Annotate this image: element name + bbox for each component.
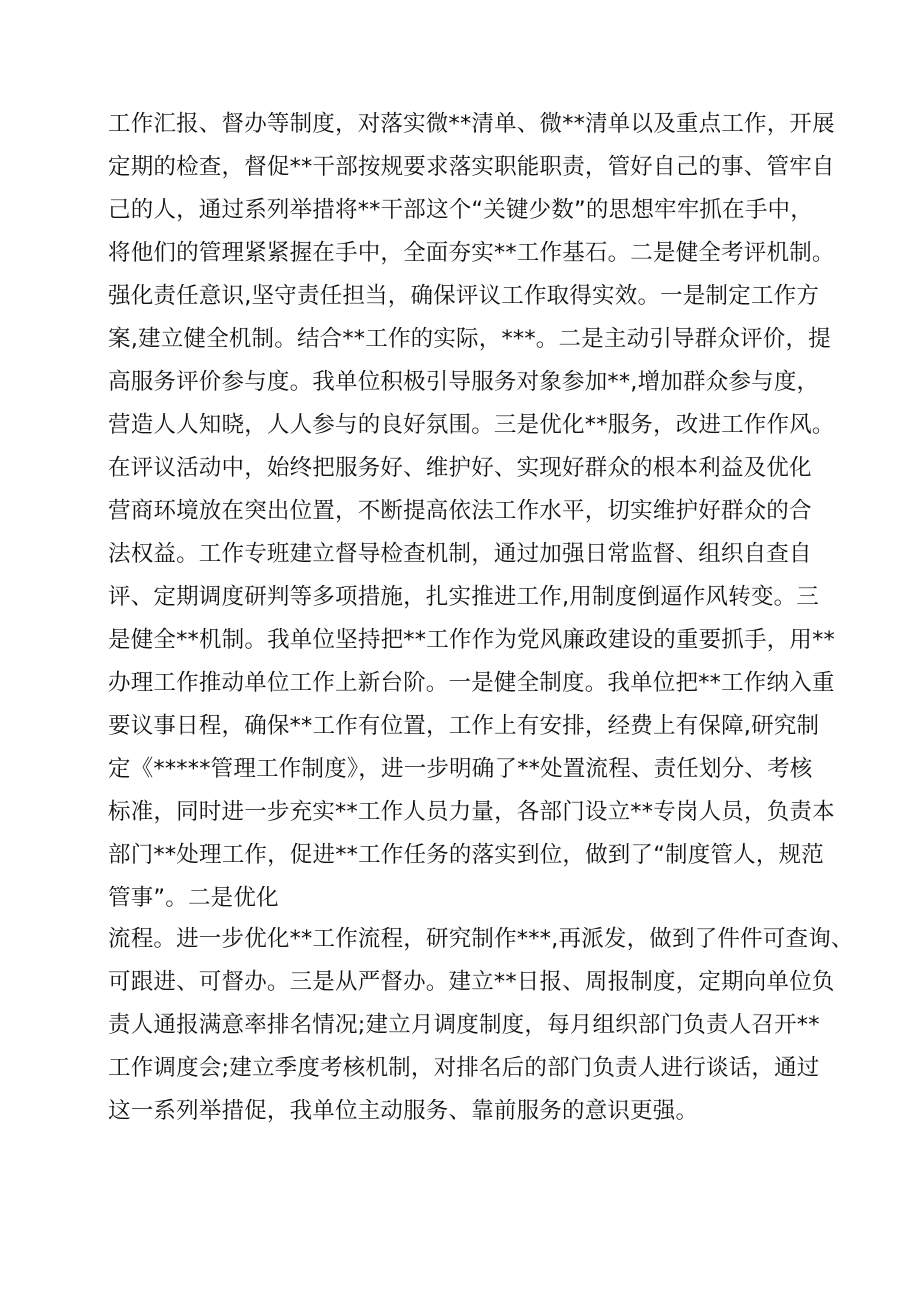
text-line: 这一系列举措促，我单位主动服务、靠前服务的意识更强。 bbox=[108, 1098, 699, 1124]
text-line: 流程。进一步优化**工作流程，研究制作***,再派发，做到了件件可查询、 bbox=[108, 926, 854, 952]
text-line: 案,建立健全机制。结合**工作的实际，***。二是主动引导群众评价，提 bbox=[108, 326, 831, 352]
text-line: 可跟进、可督办。三是从严督办。建立**日报、周报制度，定期向单位负 bbox=[108, 969, 835, 995]
text-line: 在评议活动中，始终把服务好、维护好、实现好群众的根本利益及优化 bbox=[108, 455, 812, 481]
text-line: 标准，同时进一步充实**工作人员力量，各部门设立**专岗人员，负责本 bbox=[108, 799, 835, 825]
text-line: 部门**处理工作，促进**工作任务的落实到位，做到了“制度管人，规范 bbox=[108, 842, 824, 868]
text-line: 办理工作推动单位工作上新台阶。一是健全制度。我单位把**工作纳入重 bbox=[108, 670, 835, 696]
text-line: 强化责任意识,坚守责任担当，确保评议工作取得实效。一是制定工作方 bbox=[108, 283, 820, 309]
paragraph-2 bbox=[108, 918, 854, 1133]
text-line: 高服务评价参与度。我单位积极引导服务对象参加**,增加群众参与度， bbox=[108, 369, 820, 395]
text-line: 管事”。二是优化 bbox=[108, 885, 279, 911]
text-line: 己的人，通过系列举措将**干部这个“关键少数”的思想牢牢抓在手中， bbox=[108, 197, 813, 223]
text-line: 是健全**机制。我单位坚持把**工作作为党风廉政建设的重要抓手，用** bbox=[108, 627, 836, 653]
text-line: 工作汇报、督办等制度，对落实微**清单、微**清单以及重点工作，开展 bbox=[108, 111, 835, 137]
text-line: 责人通报满意率排名情况;建立月调度制度，每月组织部门负责人召开** bbox=[108, 1012, 820, 1038]
text-line: 定《*****管理工作制度》，进一步明确了**处置流程、责任划分、考核 bbox=[108, 756, 813, 782]
text-line: 评、定期调度研判等多项措施，扎实推进工作,用制度倒逼作风转变。三 bbox=[108, 584, 820, 610]
text-line: 法权益。工作专班建立督导检查机制，通过加强日常监督、组织自查自 bbox=[108, 541, 812, 567]
text-line: 将他们的管理紧紧握在手中，全面夯实**工作基石。二是健全考评机制。 bbox=[108, 240, 835, 266]
text-line: 营造人人知晓，人人参与的良好氛围。三是优化**服务，改进工作作风。 bbox=[108, 412, 835, 438]
text-line: 要议事日程，确保**工作有位置，工作上有安排，经费上有保障,研究制 bbox=[108, 713, 820, 739]
text-line: 定期的检查，督促**干部按规要求落实职能职责，管好自己的事、管牢自 bbox=[108, 154, 835, 180]
text-line: 营商环境放在突出位置，不断提高依法工作水平，切实维护好群众的合 bbox=[108, 498, 812, 524]
text-line: 工作调度会;建立季度考核机制，对排名后的部门负责人进行谈话，通过 bbox=[108, 1055, 820, 1081]
paragraph-1 bbox=[108, 103, 836, 920]
